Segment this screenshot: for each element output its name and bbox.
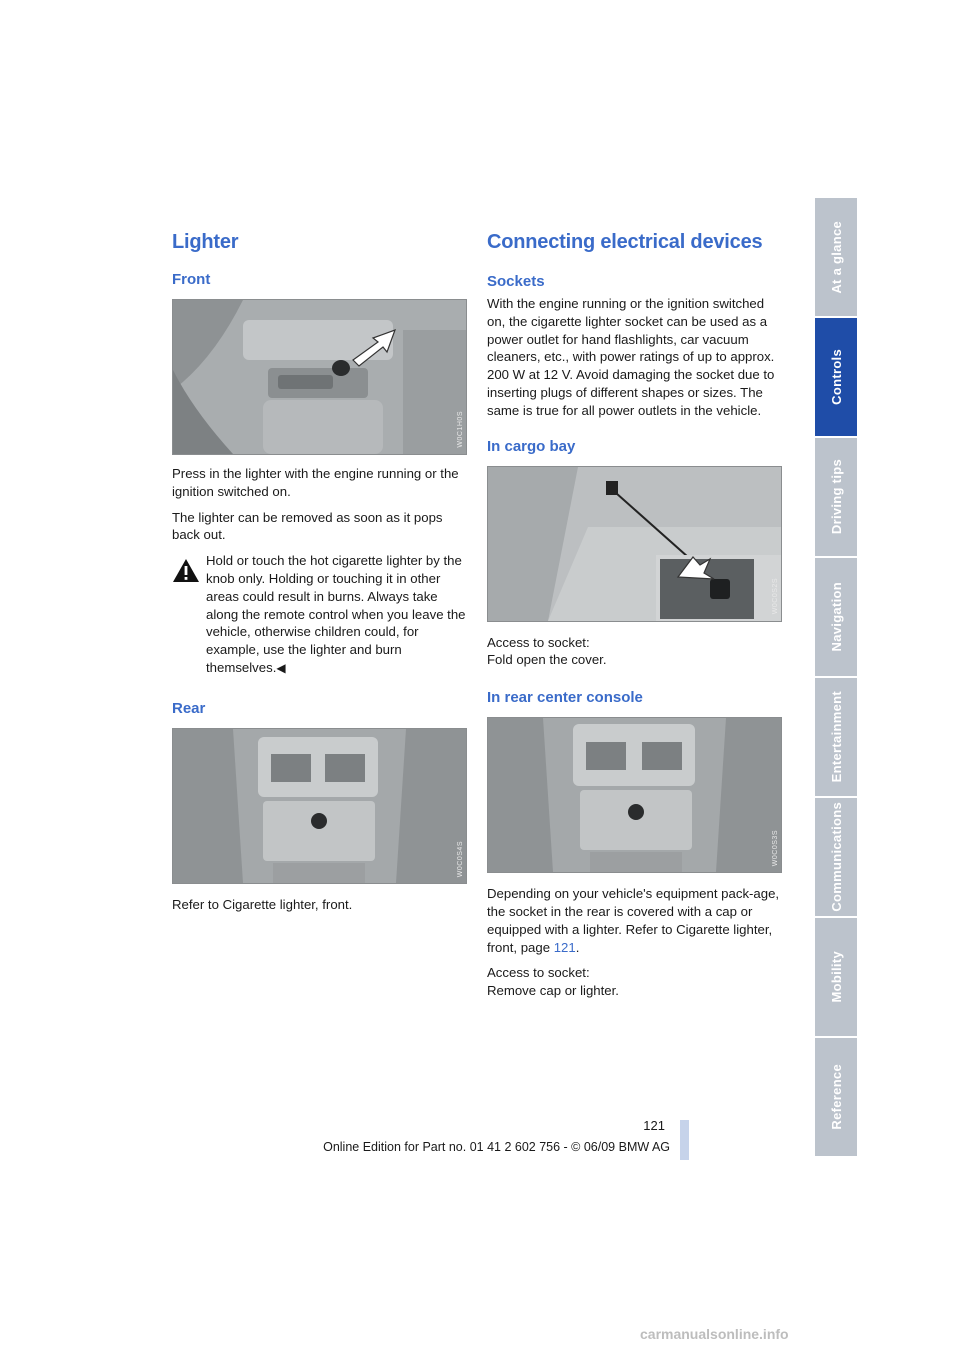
front-text-2: The lighter can be removed as soon as it pops back out. — [172, 509, 443, 543]
front-text-1: Press in the lighter with the engine running or the ignition switched on. — [172, 466, 459, 499]
tab-label: At a glance — [828, 220, 844, 294]
image-code: W0C1H0S — [457, 411, 464, 448]
cargo-line-1: Access to socket: — [487, 634, 590, 650]
console-line-2: Remove cap or lighter. — [487, 983, 619, 999]
page-marker-bar — [680, 1120, 689, 1160]
front-heading: Front — [172, 271, 211, 288]
tab-at-a-glance[interactable] — [815, 198, 857, 318]
warning-block — [172, 552, 467, 678]
lighter-title: Lighter — [172, 231, 239, 253]
rear-text: Refer to Cigarette lighter, front. — [172, 896, 353, 912]
tab-navigation[interactable] — [815, 558, 857, 678]
tab-label: Reference — [828, 1064, 844, 1130]
front-lighter-illustration — [173, 300, 466, 454]
rear-heading: Rear — [172, 699, 206, 717]
console-line-1: Access to socket: — [487, 965, 590, 981]
image-code: W0C0S3S — [772, 829, 779, 867]
page-link[interactable]: 121 — [553, 939, 576, 955]
console-text-end: . — [575, 939, 580, 955]
tab-label: Controls — [828, 349, 844, 405]
tab-label: Entertainment — [828, 691, 844, 783]
console-text — [487, 885, 783, 956]
image-code: W0C0S4S — [457, 840, 464, 877]
console-socket-illustration — [488, 718, 781, 872]
edition-footer: Online Edition for Part no. 01 41 2 602 756 - © 06/09 BMW AG — [323, 1140, 670, 1154]
end-mark: ◀ — [276, 660, 286, 675]
warning-text — [206, 552, 467, 678]
rear-lighter-illustration — [173, 729, 466, 883]
console-heading: In rear center console — [487, 689, 643, 707]
right-column — [487, 225, 783, 1000]
tab-label: Communications — [828, 802, 844, 912]
tab-driving-tips[interactable] — [815, 438, 857, 558]
warning-triangle-icon — [172, 558, 200, 583]
tab-label: Driving tips — [828, 459, 844, 535]
sockets-text: With the engine running or the ignition switched on, the cigarette lighter socket can be used as a power outlet for hand flashlights, car vacuum cleaners, etc., with power ratings of up to approx. 200 W at 12 V. Avoid damaging the socket due to inserting plugs of different shapes or sizes. The same is true for all power outlets in the vehicle. — [487, 296, 775, 418]
warning-body: Hold or touch the hot cigarette lighter by the knob only. Holding or touching it in other areas could result in burns. Always take along the remote control when you leave the vehicle, otherwise children could, for example, use the lighter and burn themselves. — [206, 553, 466, 675]
connecting-title: Connecting electrical devices — [487, 231, 763, 253]
console-socket-photo — [487, 717, 782, 873]
tab-entertainment[interactable] — [815, 678, 857, 798]
tab-mobility[interactable] — [815, 918, 857, 1038]
cargo-line-2: Fold open the cover. — [487, 652, 607, 668]
sockets-heading: Sockets — [487, 273, 545, 290]
cargo-socket-photo — [487, 466, 782, 622]
tab-label: Navigation — [828, 582, 844, 652]
tab-label: Mobility — [828, 951, 844, 1003]
console-text-body: Depending on your vehicle's equipment pack-age, the socket in the rear is covered with a cap or equipped with a lighter. Refer to Cigarette lighter, front, page — [487, 886, 780, 955]
page-number: 121 — [643, 1118, 665, 1133]
tab-reference[interactable] — [815, 1038, 857, 1158]
rear-lighter-photo — [172, 728, 467, 884]
cargo-socket-illustration — [488, 467, 781, 621]
watermark: carmanualsonline.info — [640, 1326, 789, 1342]
chapter-tabs — [815, 198, 857, 1158]
front-lighter-photo — [172, 299, 467, 455]
image-code: W0C0S2S — [772, 578, 779, 615]
tab-communications[interactable] — [815, 798, 857, 918]
cargo-heading: In cargo bay — [487, 437, 576, 455]
left-column — [172, 225, 467, 914]
tab-controls[interactable] — [815, 318, 857, 438]
